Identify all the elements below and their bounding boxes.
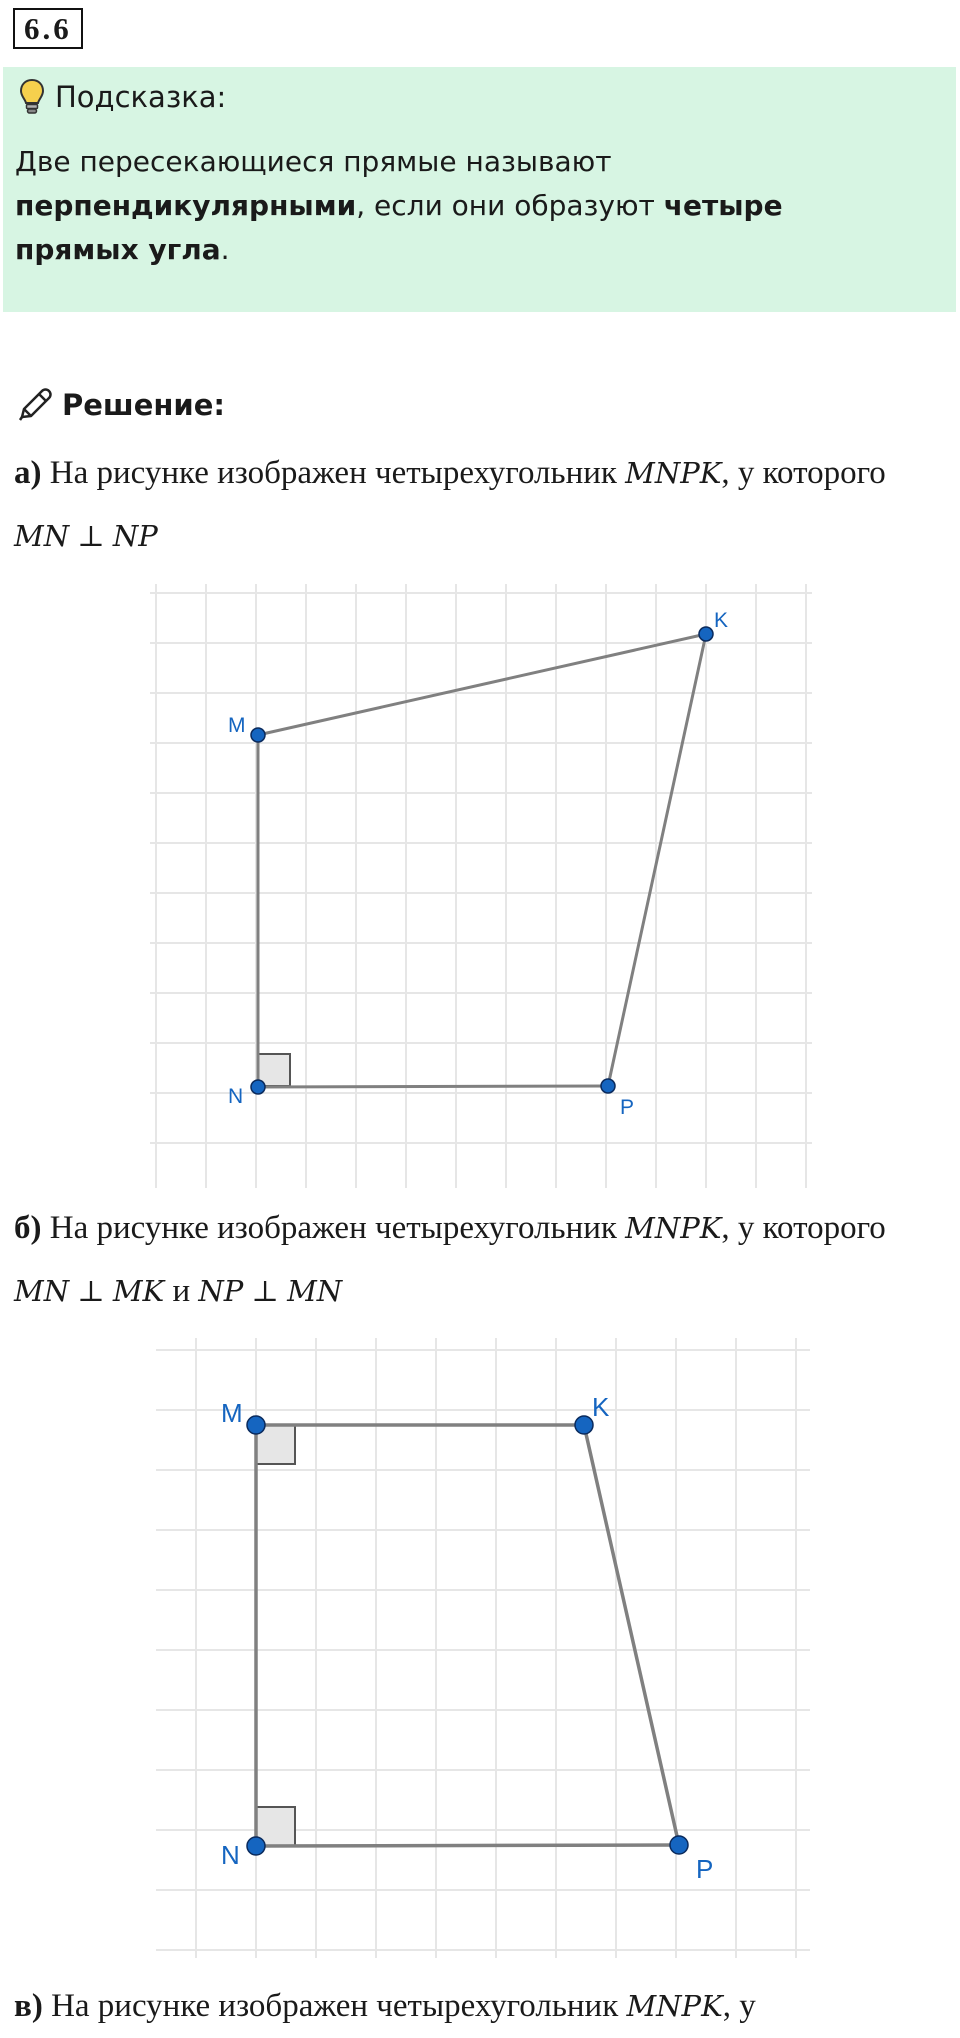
math-mn: MN [14, 1274, 70, 1308]
grid [150, 584, 812, 1188]
hint-title: Подсказка: [55, 80, 227, 114]
point-p [601, 1079, 615, 1093]
label-k: K [592, 1392, 610, 1422]
label-m: M [228, 714, 246, 737]
point-p [670, 1836, 688, 1854]
part-c-text-1: На рисунке изображен четырехугольник [42, 1988, 627, 2024]
quadrilateral-mnpk [258, 634, 706, 1087]
point-k [575, 1416, 593, 1434]
math-np: NP [112, 519, 158, 553]
part-c-text-2: , у [722, 1988, 756, 2024]
lightbulb-icon [19, 78, 45, 116]
hint-header [19, 77, 226, 117]
part-a-text [14, 442, 934, 568]
perp-symbol: ⊥ [251, 1274, 279, 1308]
task-number: 6.6 [13, 8, 83, 49]
part-c-label: в) [14, 1988, 43, 2024]
part-a-label: а) [14, 455, 42, 491]
label-n: N [221, 1840, 240, 1870]
solution-title: Решение: [62, 388, 226, 422]
point-m [251, 728, 265, 742]
part-b-text [14, 1197, 934, 1323]
label-p: P [696, 1854, 714, 1884]
part-b-text-1: На рисунке изображен четырехугольник [41, 1210, 626, 1246]
figure-b [150, 1338, 820, 1958]
math-mnpk: MNPK [625, 456, 722, 490]
part-c-text [14, 1975, 934, 2038]
part-b-conjunction: и [164, 1273, 199, 1309]
math-mn: MN [14, 519, 70, 553]
pencil-icon [14, 385, 54, 425]
figure-a [150, 576, 820, 1188]
math-mn: MN [287, 1274, 343, 1308]
edge-pn [256, 1845, 679, 1846]
label-n: N [228, 1085, 244, 1108]
point-n [247, 1837, 265, 1855]
math-mnpk: MNPK [626, 1989, 723, 2023]
part-a-text-2: , у которого [721, 455, 886, 491]
point-m [247, 1416, 265, 1434]
hint-term: четыре прямых угла [15, 189, 783, 266]
solution-header [14, 380, 225, 430]
math-np: NP [198, 1274, 244, 1308]
label-k: K [714, 609, 729, 632]
point-k [699, 627, 713, 641]
hint-box [3, 67, 956, 312]
edge-pn [258, 1086, 608, 1087]
perp-symbol: ⊥ [77, 519, 105, 553]
label-m: M [221, 1398, 243, 1428]
part-b-text-2: , у которого [721, 1210, 886, 1246]
part-b-label: б) [14, 1210, 42, 1246]
hint-text-part: . [220, 233, 230, 266]
part-a-text-1: На рисунке изображен четырехугольник [41, 455, 626, 491]
hint-text-part: , если они образуют [356, 189, 664, 222]
edge-mk [258, 634, 706, 735]
perp-symbol: ⊥ [77, 1274, 105, 1308]
label-p: P [620, 1096, 635, 1119]
hint-text [15, 140, 915, 272]
hint-text-part: Две пересекающиеся прямые называют [15, 145, 612, 178]
math-mnpk: MNPK [625, 1211, 722, 1245]
point-n [251, 1080, 265, 1094]
math-mk: MK [112, 1274, 165, 1308]
edge-kp [584, 1425, 679, 1845]
hint-term: перпендикулярными [15, 189, 357, 222]
